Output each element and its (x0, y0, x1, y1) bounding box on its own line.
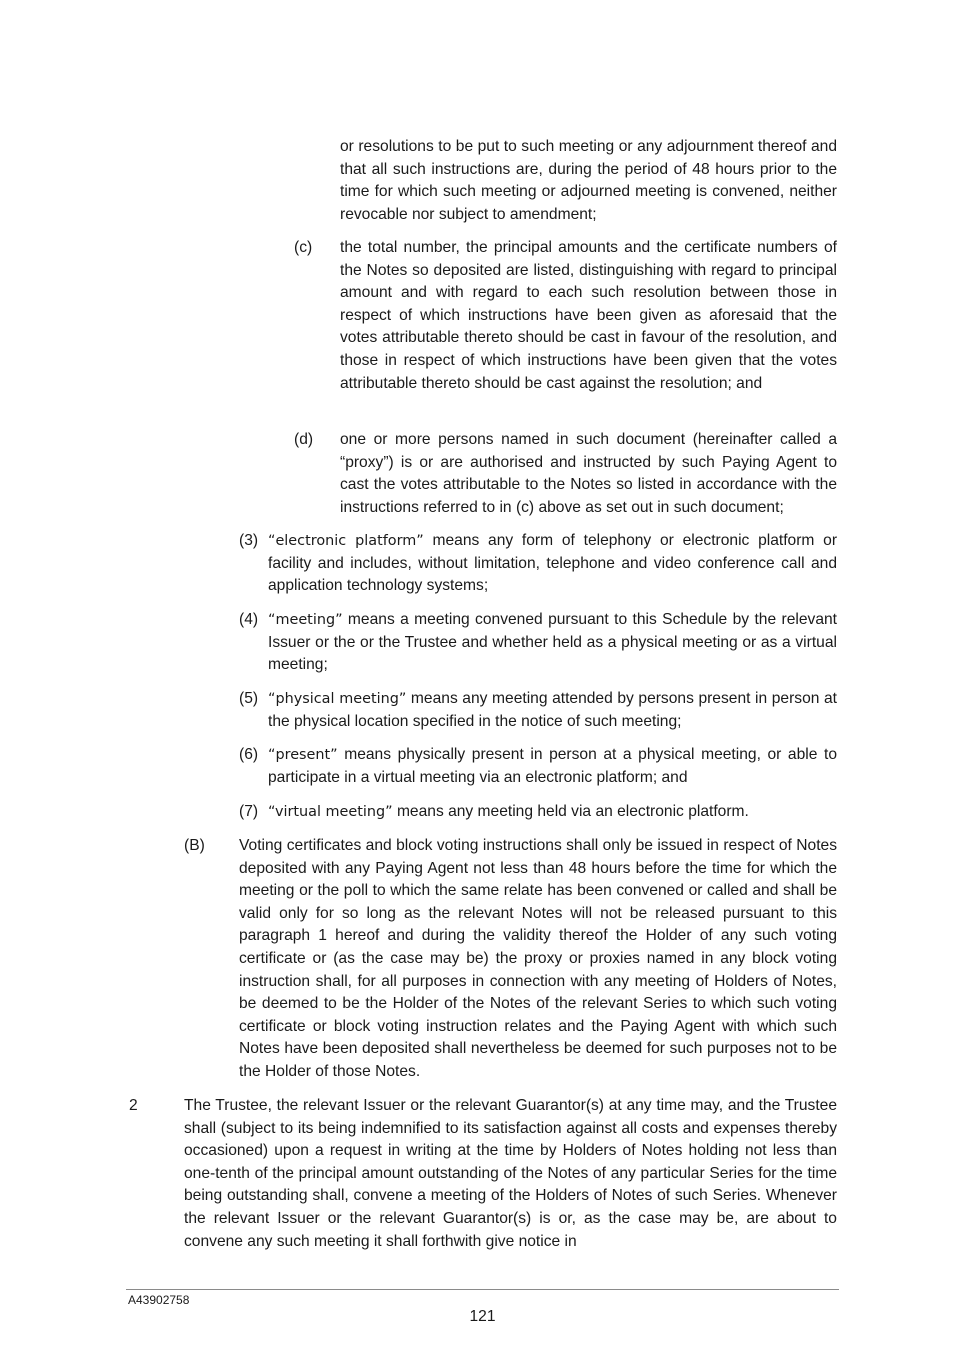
definition-4 (268, 609, 837, 677)
definition-label-4: (4) (239, 611, 259, 628)
paragraph-2-text: The Trustee, the relevant Issuer or the relevant Guarantor(s) at any time may, and the Trustee shall (subject to its being indemnified to its satisfaction against all costs and expenses thereby occasioned) upon a request in writing at the time by Holders of Notes holding not less than one-tenth of the principal amount outstanding of the Notes of any particular Series for the time being outstanding shall, convene a meeting of the Holders of Notes of such Series. Whenever the relevant Issuer or the relevant Guarantor(s) is or, as the case may be, are about to convene any such meeting it shall forthwith give notice in (184, 1097, 837, 1250)
definition-label-3: (3) (239, 532, 259, 549)
sub-item-label-c: (c) (294, 239, 313, 256)
section-label-b: (B) (184, 837, 205, 854)
paragraph-number-2: 2 (129, 1097, 138, 1114)
continuation-paragraph (340, 136, 837, 226)
sub-item-text: the total number, the principal amounts and the certificate numbers of the Notes so deposited are listed, distinguishing with regard to principal amount and with regard to each such resolution between those in respect of which instructions have been given as aforesaid that the votes attributable thereto should be cast in favour of the resolution, and those in respect of which instructions have been given that the votes attributable thereto should be cast against the resolution; and (340, 239, 837, 392)
definition-text: means any form of telephony or electronic platform or facility and includes, without limitation, telephone and video conference call and application technology systems; (268, 532, 838, 595)
document-reference: A43902758 (128, 1293, 190, 1307)
definition-3 (268, 530, 837, 598)
definition-term: “electronic platform” (268, 533, 424, 549)
paragraph-2 (184, 1095, 837, 1253)
sub-item-c-text (340, 237, 837, 395)
definition-text: means a meeting convened pursuant to this Schedule by the relevant Issuer or the or the Trustee and whether held as a physical meeting or as a virtual meeting; (268, 611, 837, 674)
definition-term: “meeting” (268, 612, 343, 628)
definition-label-6: (6) (239, 746, 259, 763)
definition-term: “virtual meeting” (268, 804, 393, 820)
definition-text: means any meeting held via an electronic platform. (392, 803, 749, 820)
definition-term: “physical meeting” (268, 691, 407, 707)
definition-7 (268, 801, 837, 824)
sub-item-d-text (340, 429, 837, 519)
definition-label-5: (5) (239, 690, 259, 707)
sub-item-text: one or more persons named in such document (hereinafter called a “proxy”) is or are authorised and instructed by such Paying Agent to cast the votes attributable to the Notes so listed in accordance with the instructions referred to in (c) above as set out in such document; (340, 431, 837, 516)
definition-term: “present” (268, 747, 338, 763)
continuation-text: or resolutions to be put to such meeting or any adjournment thereof and that all such instructions are, during the period of 48 hours prior to the time for which such meeting or adjourned meeting is convened, neither revocable nor subject to amendment; (340, 138, 837, 223)
page-number: 121 (469, 1308, 496, 1325)
definition-text: means any meeting attended by persons present in person at the physical location specified in the notice of such meeting; (268, 690, 838, 730)
definition-5 (268, 688, 837, 733)
section-b-paragraph (239, 835, 837, 1084)
definition-label-7: (7) (239, 803, 259, 820)
section-b-text: Voting certificates and block voting instructions shall only be issued in respect of Notes deposited with any Paying Agent not less than 48 hours before the time for which the meeting or the poll to which the same relate has been convened or called and shall be valid only for so long as the relevant Notes will not be released pursuant to this paragraph 1 hereof and during the validity thereof the Holder of any such voting certificate or (as the case may be) the proxy or proxies named in any block voting instruction shall, for all purposes in connection with any meeting of Holders of Notes, be deemed to be the Holder of the Notes of the relevant Series to which such voting certificate or block voting instruction relates and the Paying Agent with which such Notes have been deposited shall nevertheless be deemed for such purposes not to be the Holder of those Notes. (239, 837, 837, 1080)
footer-divider (126, 1289, 839, 1290)
definition-6 (268, 744, 837, 789)
definition-text: means physically present in person at a physical meeting, or able to participate in a virtual meeting via an electronic platform; and (268, 746, 837, 786)
sub-item-label-d: (d) (294, 431, 314, 448)
